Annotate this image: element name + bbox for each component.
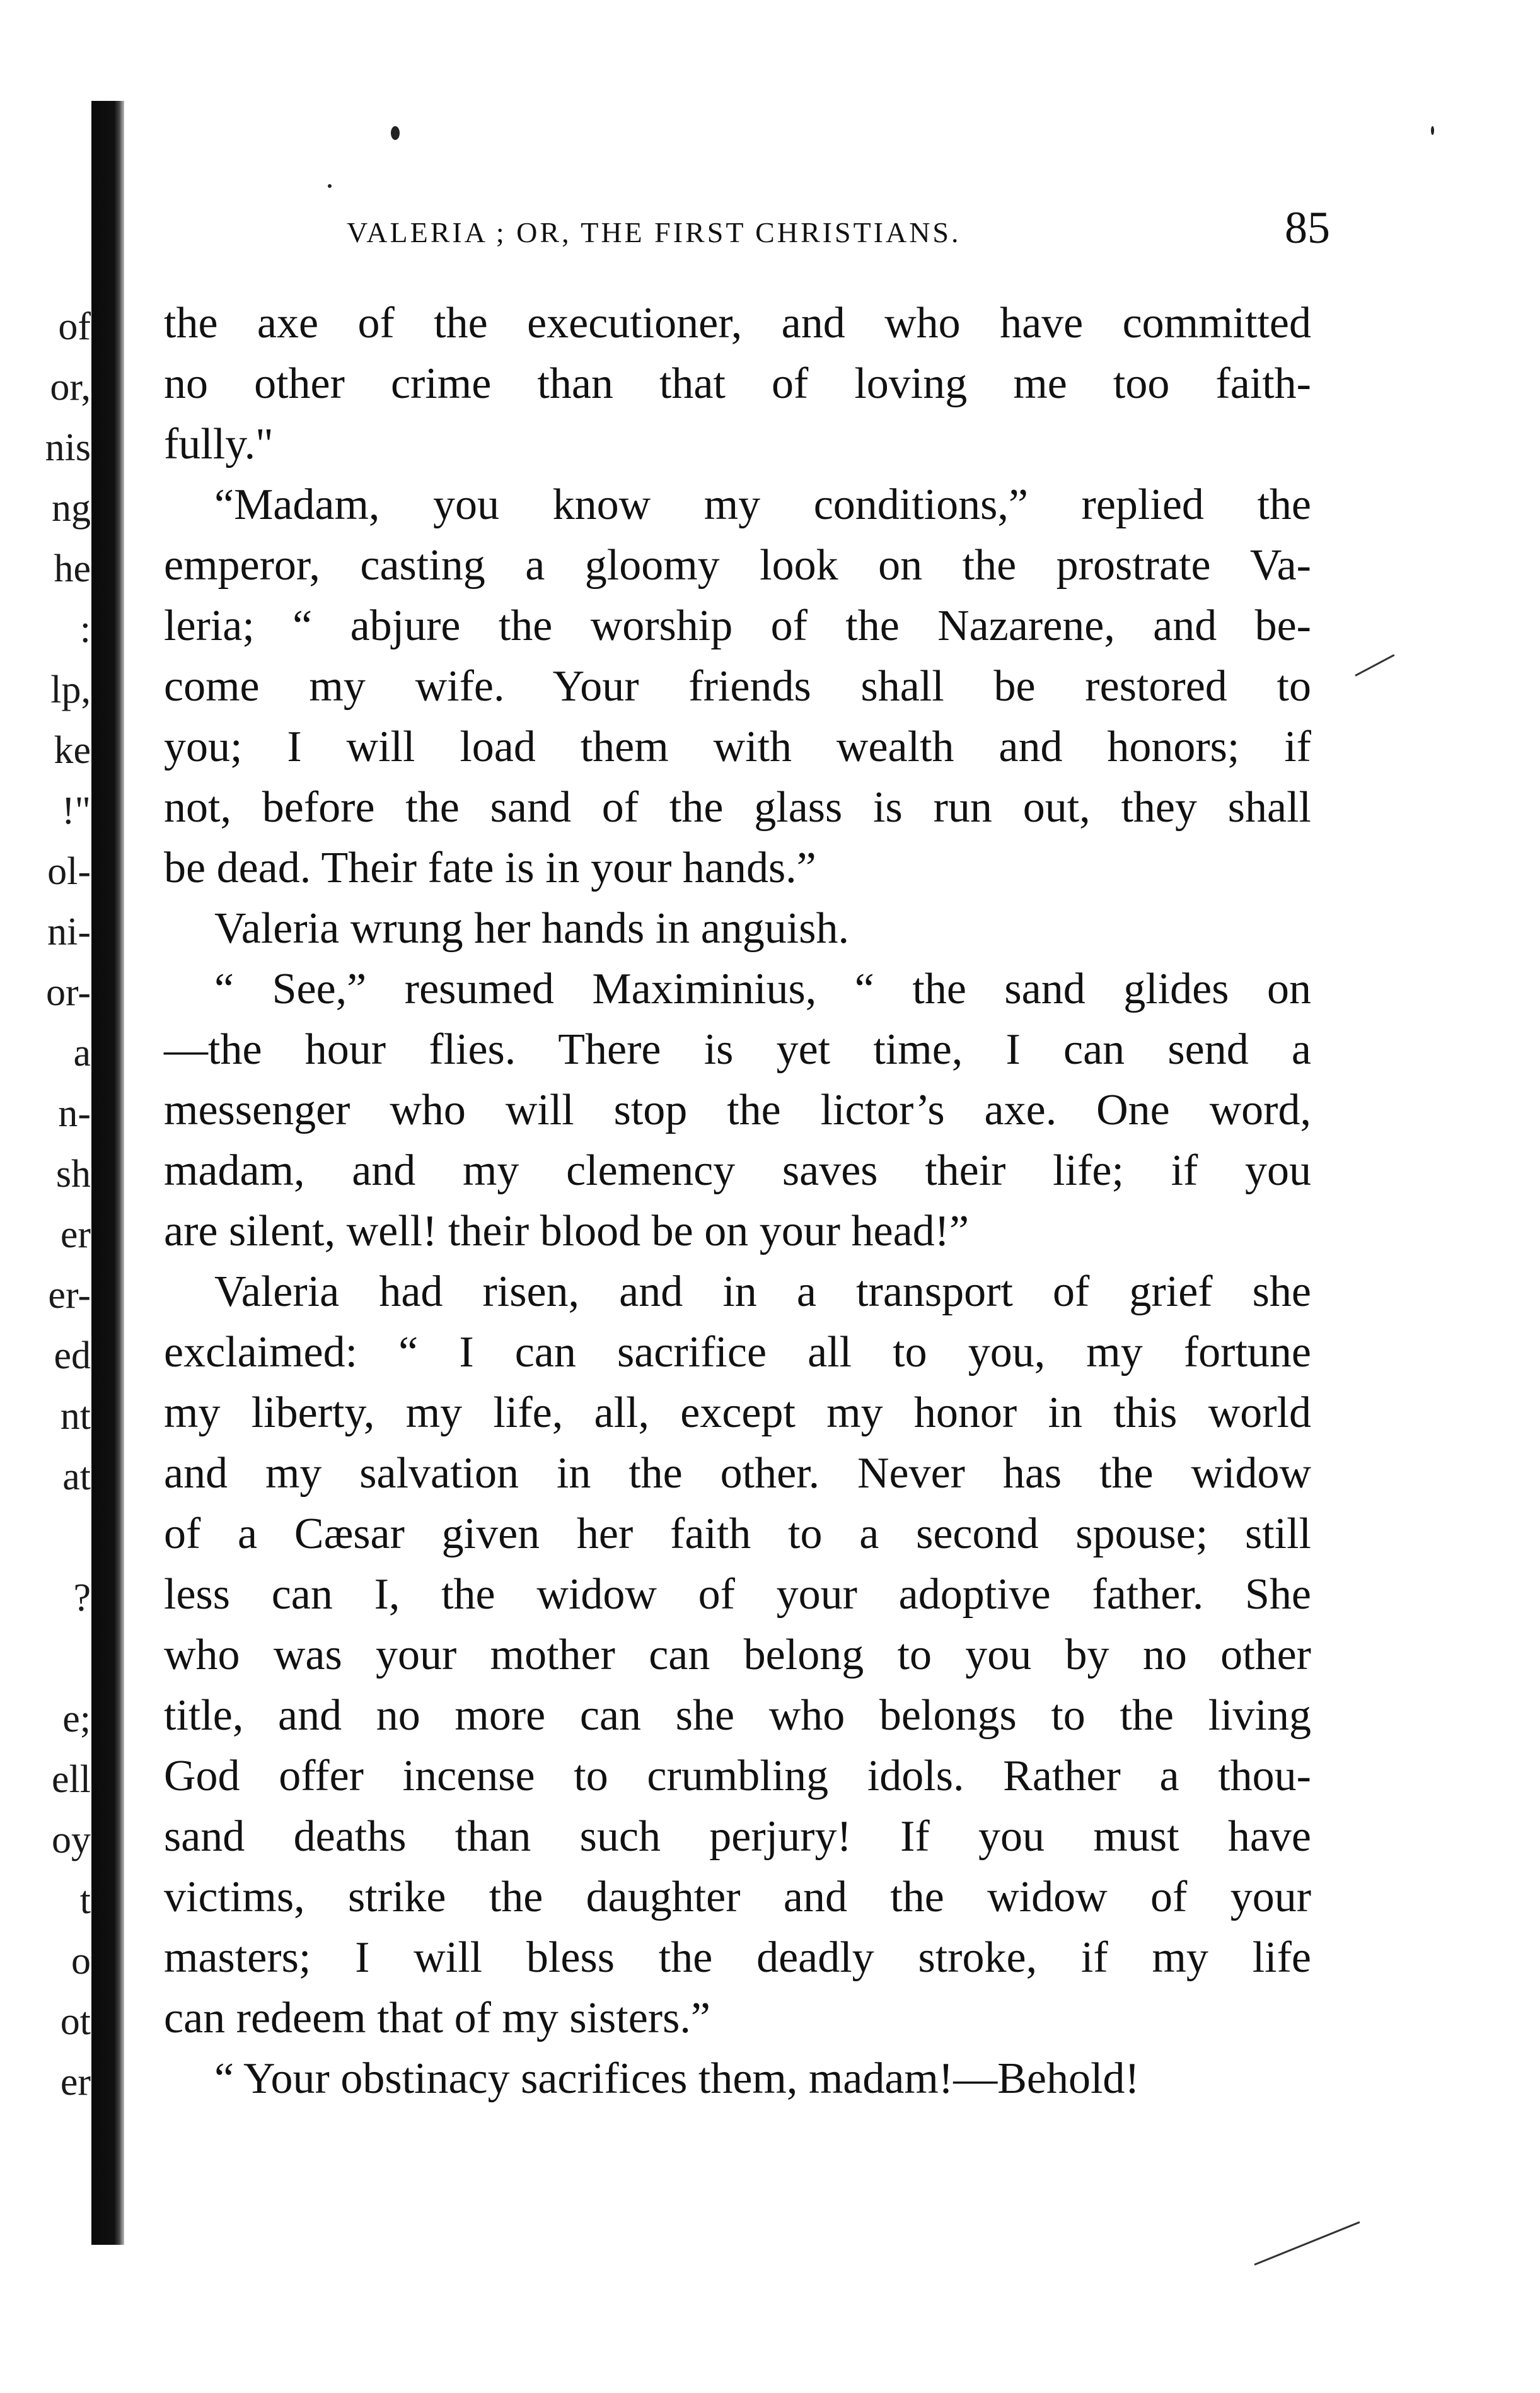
text-line: and my salvation in the other. Never has the widow <box>164 1449 1311 1498</box>
text-line: who was your mother can belong to you by no other <box>164 1631 1311 1679</box>
text-line: are silent, well! their blood be on your head!” <box>164 1207 970 1255</box>
facing-page-fragments <box>0 296 95 2104</box>
facing-page-fragment: ed <box>54 1334 91 1377</box>
text-line: you; I will load them with wealth and honors; if <box>164 723 1311 771</box>
text-line: be dead. Their fate is in your hands.” <box>164 844 816 892</box>
scan-speck <box>391 126 400 140</box>
facing-page-fragment: ni- <box>47 911 91 953</box>
facing-page-fragment: n- <box>58 1092 91 1135</box>
text-line: —the hour flies. There is yet time, I can send a <box>164 1025 1311 1074</box>
text-line: the axe of the executioner, and who have committed <box>164 299 1311 347</box>
text-line: emperor, casting a gloomy look on the prostrate Va- <box>164 541 1311 590</box>
text-line: no other crime than that of loving me too faith- <box>164 359 1311 408</box>
facing-page-fragment <box>0 1628 95 1689</box>
text-line: can redeem that of my sisters.” <box>164 1994 710 2042</box>
text-line: sand deaths than such perjury! If you must have <box>164 1812 1311 1861</box>
scan-stroke <box>1254 2221 1360 2266</box>
facing-page-fragment: ol- <box>47 850 91 893</box>
body-text <box>164 293 1311 2109</box>
text-line: Valeria had risen, and in a transport of grief she <box>214 1267 1311 1316</box>
text-line: madam, and my clemency saves their life; if you <box>164 1146 1311 1195</box>
scan-stroke <box>1355 654 1394 677</box>
text-line: of a Cæsar given her faith to a second spouse; still <box>164 1510 1311 1558</box>
facing-page-fragment: er <box>60 2061 91 2104</box>
facing-page-fragment: oy <box>52 1819 91 1861</box>
text-line: fully." <box>164 420 274 469</box>
text-line: less can I, the widow of your adoptive father. She <box>164 1570 1311 1619</box>
scan-speck <box>328 184 332 188</box>
facing-page-fragment: a <box>73 1032 91 1074</box>
facing-page-fragment: ke <box>54 729 91 772</box>
text-line: victims, strike the daughter and the widow of your <box>164 1873 1311 1921</box>
facing-page-fragment: er <box>60 1213 91 1256</box>
facing-page-fragment: ? <box>73 1576 91 1619</box>
page-header <box>164 202 1330 259</box>
facing-page-fragment: at <box>62 1455 91 1498</box>
facing-page-fragment: sh <box>55 1153 91 1196</box>
text-line: leria; “ abjure the worship of the Nazarene, and be- <box>164 602 1311 650</box>
text-line: title, and no more can she who belongs to the living <box>164 1691 1311 1740</box>
facing-page-fragment: t <box>79 1879 91 1922</box>
binding-gutter-shadow <box>91 101 124 2245</box>
facing-page-fragment: of <box>58 305 91 348</box>
facing-page-fragment: ng <box>52 487 91 530</box>
facing-page-fragment: ot <box>60 2000 91 2043</box>
page-number: 85 <box>1285 202 1330 253</box>
facing-page-fragment: nt <box>60 1395 91 1438</box>
text-line: “ Your obstinacy sacrifices them, madam!—Behold! <box>214 2054 1140 2103</box>
text-line: come my wife. Your friends shall be restored to <box>164 662 1311 711</box>
facing-page-fragment: ell <box>52 1758 91 1801</box>
text-line: messenger who will stop the lictor’s axe. One word, <box>164 1086 1311 1134</box>
text-line: exclaimed: “ I can sacrifice all to you, my fortune <box>164 1328 1311 1377</box>
scan-speck <box>1431 126 1434 135</box>
facing-page-fragment <box>0 1507 95 1568</box>
facing-page-fragment: or- <box>45 971 91 1014</box>
facing-page-fragment: er- <box>48 1274 91 1317</box>
text-line: “Madam, you know my conditions,” replied the <box>214 480 1311 529</box>
text-line: masters; I will bless the deadly stroke, if my life <box>164 1933 1311 1982</box>
text-line: my liberty, my life, all, except my honor in this world <box>164 1389 1311 1437</box>
facing-page-fragment: : <box>79 608 91 651</box>
text-line: “ See,” resumed Maximinius, “ the sand glides on <box>214 965 1311 1013</box>
facing-page-fragment: or, <box>50 366 91 409</box>
text-line: Valeria wrung her hands in anguish. <box>214 904 849 953</box>
facing-page-fragment: !" <box>62 789 91 832</box>
facing-page-fragment: he <box>54 547 91 590</box>
text-line: not, before the sand of the glass is run out, they shall <box>164 783 1311 832</box>
facing-page-fragment: lp, <box>50 668 91 711</box>
facing-page-fragment: o <box>71 1940 91 1983</box>
text-line: God offer incense to crumbling idols. Rather a thou- <box>164 1752 1311 1800</box>
facing-page-fragment: nis <box>45 426 91 469</box>
running-title: VALERIA ; OR, THE FIRST CHRISTIANS. <box>347 216 961 248</box>
facing-page-fragment: e; <box>62 1697 91 1740</box>
